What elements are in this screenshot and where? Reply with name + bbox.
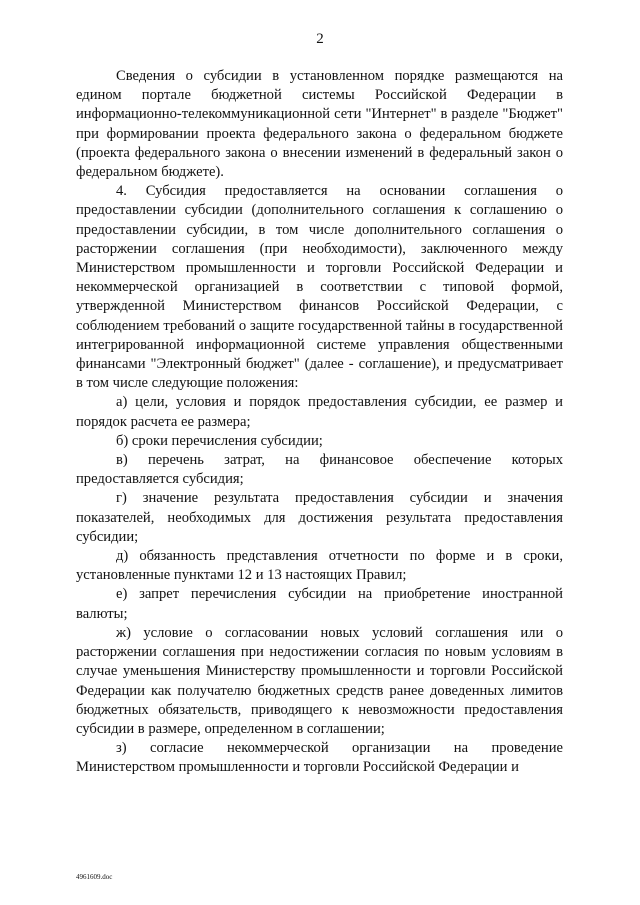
- paragraph-subitem-zh: ж) условие о согласовании новых условий соглашения или о расторжении соглашения при недостижении согласия по новым условиям в случае уменьшения Министерству промышленности и торговли Российской Федерации как получателю бюджетных средств ранее доведенных лимитов бюджетных обязательств, приводящего к невозможности предоставления субсидии в размере, определенном в соглашении;: [76, 624, 563, 737]
- footer-document-code: 4961609.doc: [76, 873, 113, 881]
- paragraph-subsidy-info-publication: Сведения о субсидии в установленном порядке размещаются на едином портале бюджетной системы Российской Федерации в информационно-телекоммуникационной сети "Интернет" в разделе "Бюджет" при формировании проекта федерального закона о федеральном бюджете (проекта федерального закона о внесении изменений в федеральный закон о федеральном бюджете).: [76, 68, 563, 181]
- document-body: [76, 67, 563, 778]
- paragraph-subitem-b: б) сроки перечисления субсидии;: [116, 432, 323, 449]
- paragraph-item-4-agreement: 4. Субсидия предоставляется на основании соглашения о предоставлении субсидии (дополнительного соглашения к соглашению о предоставлении субсидии, в том числе дополнительного соглашения о расторжении соглашения (при необходимости), заключенного между Министерством промышленности и торговли Российской Федерации и некоммерческой организацией в соответствии с типовой формой, утвержденной Министерством финансов Российской Федерации, с соблюдением требований о защите государственной тайны в государственной интегрированной информационной системе управления общественными финансами "Электронный бюджет" (далее - соглашение), и предусматривает в том числе следующие положения:: [76, 183, 563, 392]
- page-number: 2: [316, 31, 324, 47]
- paragraph-subitem-z: з) согласие некоммерческой организации на проведение Министерством промышленности и торговли Российской Федерации и: [76, 740, 563, 776]
- paragraph-subitem-v: в) перечень затрат, на финансовое обеспечение которых предоставляется субсидия;: [76, 452, 563, 488]
- paragraph-subitem-d: д) обязанность представления отчетности по форме и в сроки, установленные пунктами 12 и 13 настоящих Правил;: [76, 548, 563, 584]
- paragraph-subitem-e: е) запрет перечисления субсидии на приобретение иностранной валюты;: [76, 586, 563, 622]
- paragraph-subitem-g: г) значение результата предоставления субсидии и значения показателей, необходимых для достижения результата предоставления субсидии;: [76, 490, 563, 545]
- paragraph-subitem-a: а) цели, условия и порядок предоставления субсидии, ее размер и порядок расчета ее размера;: [76, 394, 563, 430]
